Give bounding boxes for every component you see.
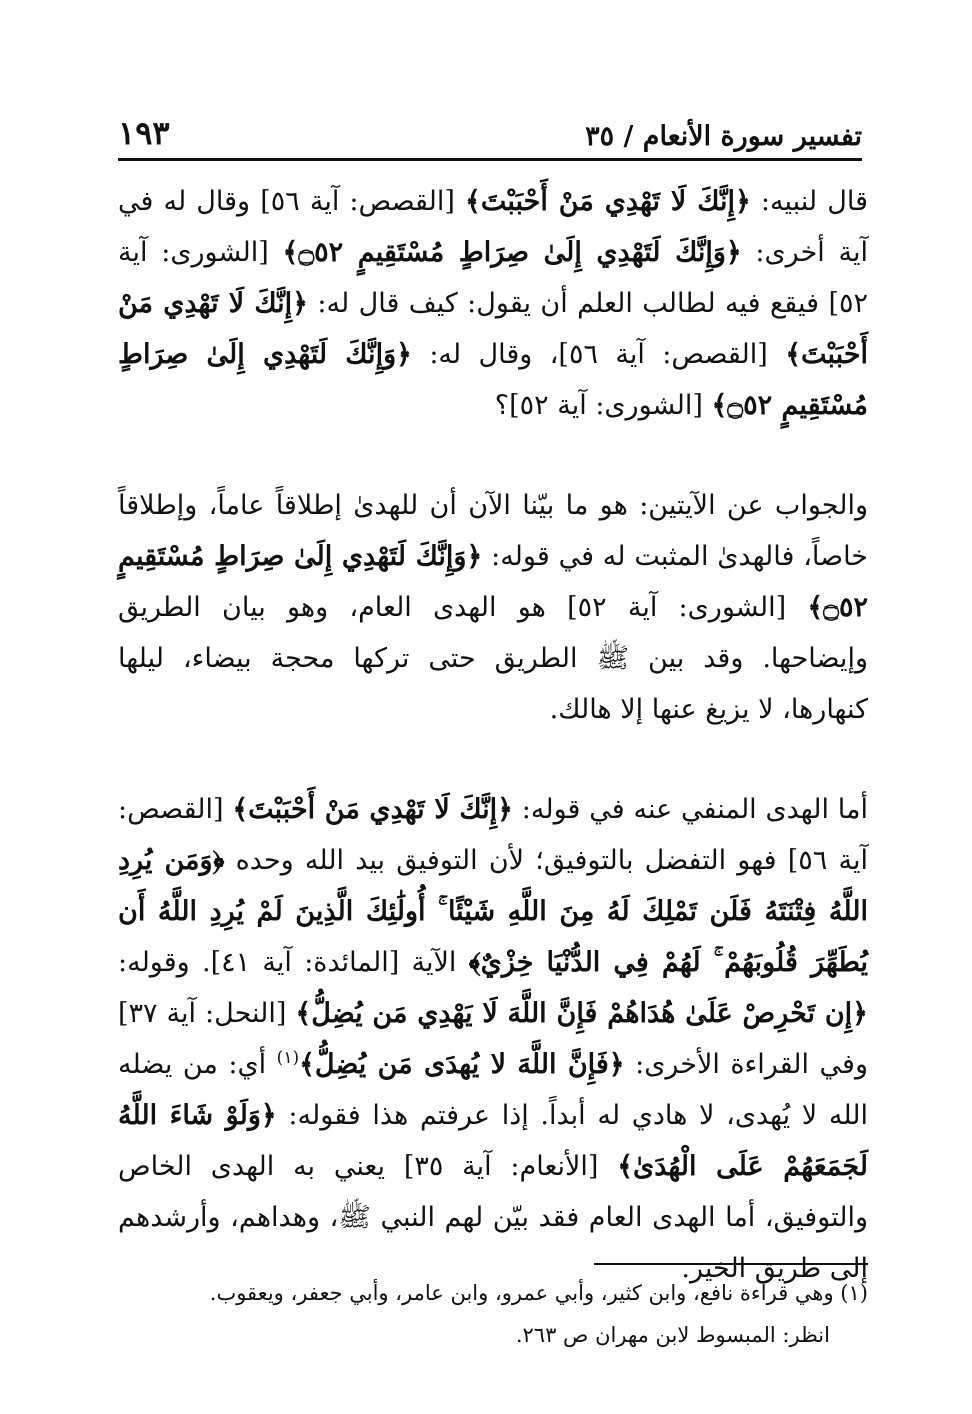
footnote-text: (١) وهي قراءة نافع، وابن كثير، وأبي عمرو، وابن عامر، وأبي جعفر، ويعقوب. — [209, 1281, 868, 1305]
body-text-segment: قال لنبيه: — [750, 186, 868, 217]
body-text-segment: [القصص: آية ٥٦] فهو التفضل بالتوفيق؛ لأن التوفيق بيد الله وحده — [118, 794, 868, 876]
paragraph — [118, 784, 868, 1294]
quran-verse: ﴿إِنَّكَ لَا تَهْدِي مَنْ أَحْبَبْتَ﴾ — [465, 186, 751, 217]
quran-verse: ﴿إِنَّكَ لَا تَهْدِي مَنْ أَحْبَبْتَ﴾ — [118, 288, 869, 370]
quran-verse: ﴿إِن تَحْرِصْ عَلَىٰ هُدَاهُمْ فَإِنَّ اللَّهَ لَا يَهْدِي مَن يُضِلُّ﴾ — [295, 998, 868, 1029]
body-text-segment: [الشورى: آية ٥٢] هو الهدى العام، وهو بيان الطريق وإيضاحها. وقد بين ﷺ الطريق حتى تركها محجة بيضاء، ليلها كنهارها، لا يزيغ عنها إلا هالك. — [118, 592, 868, 725]
page-number: ١٩٣ — [118, 114, 170, 152]
footnotes — [118, 1272, 868, 1356]
quran-verse: ﴿إِنَّكَ لَا تَهْدِي مَنْ أَحْبَبْتَ﴾ — [232, 794, 513, 825]
body-text-segment: [الشورى: آية ٥٢]؟ — [494, 390, 712, 421]
body-text-segment: الآية [المائدة: آية ٤١]. وقوله: — [118, 947, 469, 978]
running-title: تفسير سورة الأنعام / ٣٥ — [585, 121, 862, 152]
body-text-segment: [القصص: آية ٥٦]، وقال له: — [411, 339, 786, 370]
main-text — [118, 176, 868, 1294]
quran-verse: ﴿وَإِنَّكَ لَتَهْدِي إِلَىٰ صِرَاطٍ مُسْتَقِيمٍ ۝٥٢﴾ — [118, 541, 868, 623]
body-text-segment: [القصص: آية ٥٦] وقال له في آية أخرى: — [118, 186, 868, 268]
footnote-reference: انظر: المبسوط لابن مهران ص ٢٦٣. — [515, 1323, 830, 1347]
body-text-segment: [الأنعام: آية ٣٥] يعني به الهدى الخاص والتوفيق، أما الهدى العام فقد بيّن لهم النبي ﷺ، وهداهم، وأرشدهم إلى طريق الخير. — [118, 1151, 868, 1284]
body-text-segment: [الشورى: آية ٥٢] فيقع فيه لطالب العلم أن يقول: كيف قال له: — [118, 237, 868, 319]
body-text-segment: [النحل: آية ٣٧] وفي القراءة الأخرى: — [118, 998, 868, 1080]
quran-verse: ﴿وَإِنَّكَ لَتَهْدِي إِلَىٰ صِرَاطٍ مُسْتَقِيمٍ ۝٥٢﴾ — [118, 339, 868, 421]
paragraph — [118, 176, 868, 431]
body-text-segment: أما الهدى المنفي عنه في قوله: — [512, 794, 868, 825]
page-header — [118, 108, 862, 152]
body-text-segment: والجواب عن الآيتين: هو ما بيّنا الآن أن للهدىٰ إطلاقاً عاماً، وإطلاقاً خاصاً، فالهدىٰ المثبت له في قوله: — [118, 490, 868, 572]
quran-verse: ﴿فَإِنَّ اللَّهَ لا يُهدَى مَن يُضِلُّ﴾ — [299, 1049, 625, 1080]
header-divider — [118, 158, 862, 161]
quran-verse: ﴿وَلَوْ شَاءَ اللَّهُ لَجَمَعَهُمْ عَلَى الْهُدَىٰ﴾ — [118, 1100, 868, 1182]
body-text-segment: أي: من يضله الله لا يُهدى، لا هادي له أبداً. إذا عرفتم هذا فقوله: — [118, 1049, 868, 1131]
quran-verse: ﴿وَمَن يُرِدِ اللَّهُ فِتْنَتَهُ فَلَن تَمْلِكَ لَهُ مِنَ اللَّهِ شَيْئًا ۚ أُولَٰئِكَ الَّذِينَ لَمْ يُرِدِ اللَّهُ أَن يُطَهِّرَ قُلُوبَهُمْ ۚ لَهُمْ فِي الدُّنْيَا خِزْيٌ﴾ — [118, 845, 868, 978]
quran-verse: ﴿وَإِنَّكَ لَتَهْدِي إِلَىٰ صِرَاطٍ مُسْتَقِيمٍ ۝٥٢﴾ — [282, 237, 742, 268]
paragraph — [118, 480, 868, 735]
footnote-marker: (١) — [276, 1048, 300, 1068]
footnote-divider — [594, 1263, 868, 1265]
